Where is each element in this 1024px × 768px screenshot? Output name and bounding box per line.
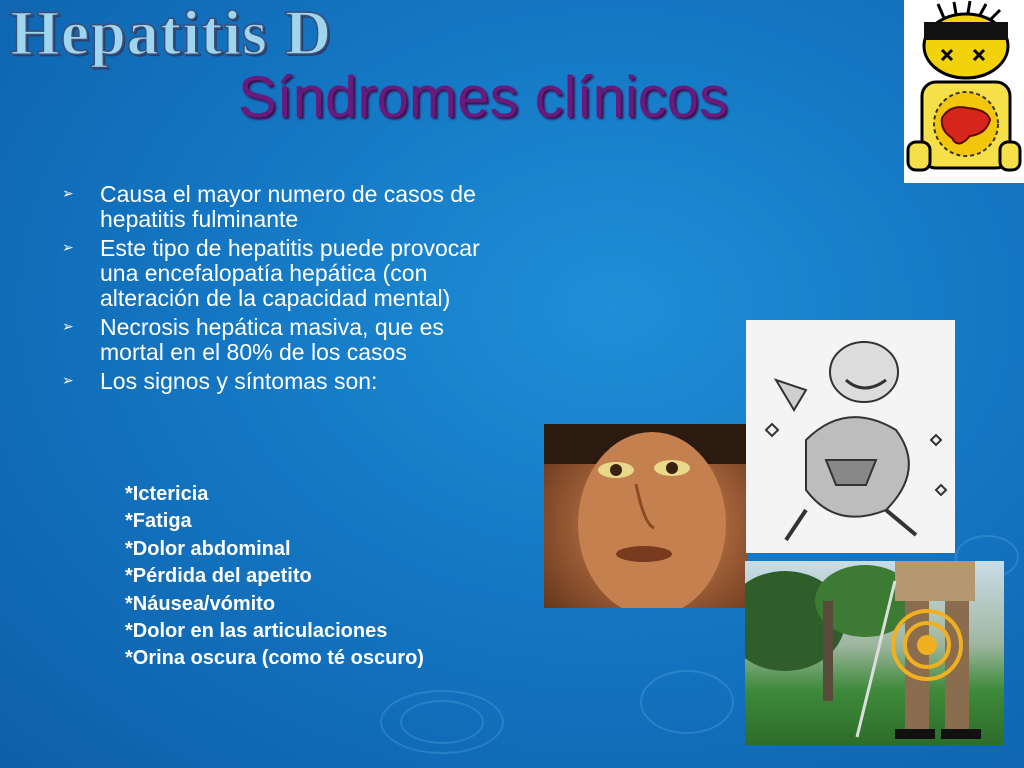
symptom-list: [125, 481, 424, 673]
symptom-item: *Dolor en las articulaciones: [125, 620, 388, 643]
liver-mascot-icon: [904, 0, 1024, 183]
joint-pain-photo: [745, 561, 1004, 745]
golf-illustration: [745, 561, 1004, 745]
caricature-illustration: [746, 320, 955, 553]
liver-mascot-image: [904, 0, 1024, 183]
bullet-text: Causa el mayor numero de casos de hepatitis fulminante: [100, 181, 476, 232]
symptom-item: *Fatiga: [125, 510, 192, 533]
bullet-item: [62, 182, 502, 232]
symptom-item: *Orina oscura (como té oscuro): [125, 647, 424, 670]
slide-title: Hepatitis D: [10, 0, 333, 68]
bullet-item: [62, 315, 502, 365]
bullet-list: [62, 182, 502, 398]
face-illustration: [544, 424, 748, 608]
symptom-item: *Ictericia: [125, 483, 209, 505]
jaundice-face-photo: [544, 424, 748, 608]
bullet-text: Este tipo de hepatitis puede provocar una encefalopatía hepática (con alteración de la capacidad mental): [100, 235, 480, 311]
bullet-item: [62, 236, 502, 311]
water-ripple-decoration: [400, 700, 484, 744]
arrow-right-icon: ➢: [62, 185, 74, 201]
slide-subtitle: Síndromes clínicos: [238, 65, 728, 130]
bullet-item: [62, 369, 502, 394]
abdominal-pain-cartoon: [746, 320, 955, 553]
water-ripple-decoration: [640, 670, 734, 734]
arrow-right-icon: ➢: [62, 318, 74, 334]
arrow-right-icon: ➢: [62, 239, 74, 255]
arrow-right-icon: ➢: [62, 372, 74, 388]
symptom-item: *Náusea/vómito: [125, 592, 276, 615]
bullet-text: Los signos y síntomas son:: [100, 368, 378, 394]
bullet-text: Necrosis hepática masiva, que es mortal en el 80% de los casos: [100, 314, 444, 365]
symptom-item: *Pérdida del apetito: [125, 565, 312, 588]
symptom-item: *Dolor abdominal: [125, 537, 291, 560]
